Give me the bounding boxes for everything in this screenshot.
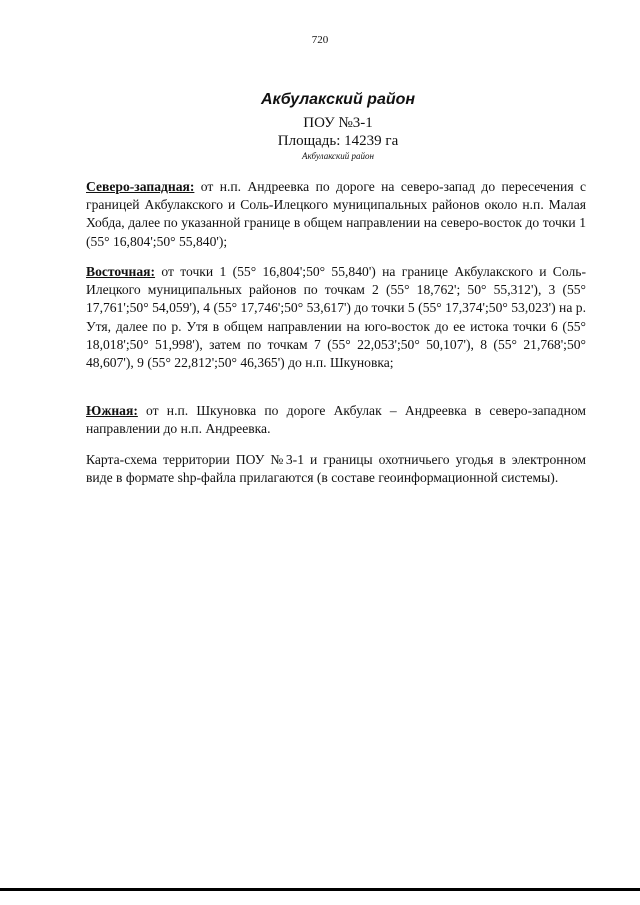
page-number: 720	[311, 34, 329, 46]
section-east-text: от точки 1 (55° 16,804';50° 55,840') на границе Акбулакского и Соль-Илецкого муниципальных районов по точкам 2 (55° 18,762'; 50° 55,312'), 3 (55° 17,761';50° 54,059'), 4 (55° 17,746';50° 53,617') до точки 5 (55° 17,374';50° 53,023') на р. Утя, далее по р. Утя в общем направлении на юго-восток до ее истока точки 6 (55° 18,018';50° 51,998'), затем по точкам 7 (55° 22,053';50° 50,107'), 8 (55° 21,768';50° 48,607'), 9 (55° 22,812';50° 46,365') до н.п. Шкуновка;	[86, 264, 586, 371]
section-northwest	[86, 178, 586, 251]
section-map-note	[86, 451, 586, 487]
section-south-label: Южная:	[86, 403, 138, 418]
section-northwest-paragraph	[86, 178, 586, 251]
section-east-label: Восточная:	[86, 264, 156, 279]
district-caption: Акбулакский район	[302, 151, 374, 161]
section-south-paragraph	[86, 402, 586, 438]
document-header	[0, 90, 640, 162]
area-text: Площадь: 14239 га	[277, 133, 399, 149]
section-south	[86, 402, 586, 438]
map-note-paragraph: Карта-схема территории ПОУ №3-1 и границы охотничьего угодья в электронном виде в формате shp-файла прилагаются (в составе геоинформационной системы).	[86, 452, 586, 486]
district-title: Акбулакский район	[260, 91, 416, 108]
section-south-text: от н.п. Шкуновка по дороге Акбулак – Андреевка в северо-западном направлении до н.п. Андреевка.	[86, 403, 586, 437]
bottom-rule	[0, 888, 640, 891]
section-northwest-text: от н.п. Андреевка по дороге на северо-запад до пересечения с границей Акбулакского и Соль-Илецкого муниципальных районов около н.п. Малая Хобда, далее по указанной границе в общем направлении на северо-восток до точки 1 (55° 16,804';50° 55,840');	[86, 179, 586, 249]
section-east-paragraph	[86, 263, 586, 372]
pou-number: ПОУ №3-1	[303, 115, 373, 131]
section-northwest-label: Северо-западная:	[86, 179, 195, 194]
section-east	[86, 263, 586, 372]
